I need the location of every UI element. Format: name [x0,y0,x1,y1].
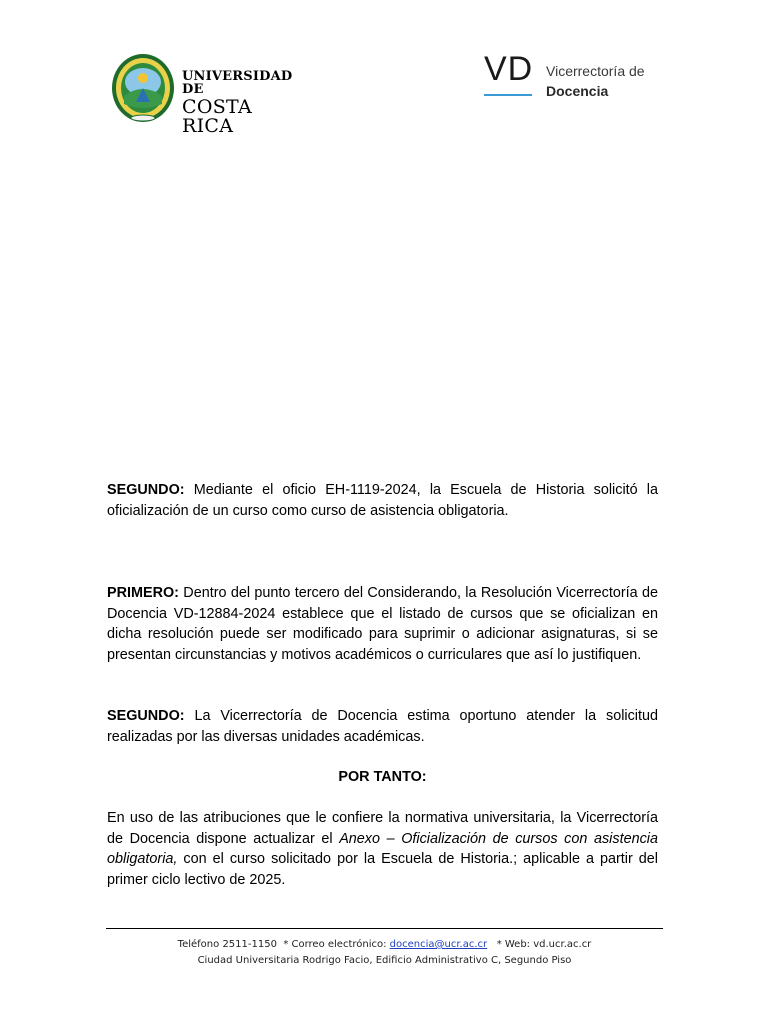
paragraph-text: La Vicerrectoría de Docencia estima oportuno atender la solicitud realizadas por las diversas unidades académicas. [107,708,658,745]
footer-phone: Teléfono 2511-1150 [177,939,277,950]
footer-contact-line [106,937,663,953]
footer-divider [106,928,663,929]
vd-name-line2: Docencia [546,83,609,99]
paragraph-lead: SEGUNDO: [107,482,185,498]
university-name-line1: UNIVERSIDAD DE [182,69,293,97]
paragraph-segundo-2 [107,706,658,747]
annex-title: Anexo – Oficialización de cursos con asistencia obligatoria, [107,830,658,867]
vd-name-line1: Vicerrectoría de [546,63,645,79]
footer-web: * Web: vd.ucr.ac.cr [496,939,592,950]
university-seal-icon [110,52,176,124]
paragraph-text: con el curso solicitado por la Escuela de Historia.; aplicable a partir del primer ciclo lectivo de 2025. [107,851,658,888]
vd-mark: VD [484,50,534,88]
footer-address: Ciudad Universitaria Rodrigo Facio, Edificio Administrativo C, Segundo Piso [197,955,572,966]
paragraph-text: En uso de las atribuciones que le confiere la normativa universitaria, la Vicerrectoría de Docencia dispone actualizar el [107,810,658,847]
ucr-logo [110,52,300,137]
paragraph-text: Mediante el oficio EH-1119-2024, la Escuela de Historia solicitó la oficialización de un curso como curso de asistencia obligatoria. [107,482,658,519]
vd-logo [484,52,684,100]
paragraph-text: Dentro del punto tercero del Considerando, la Resolución Vicerrectoría de Docencia VD-12884-2024 establece que el listado de cursos que se oficializan en dicha resolución puede ser modificado para suprimir o adicionar asignaturas, si se presentan circunstancias y motivos académicos o curriculares que así lo justifiquen. [107,585,658,663]
paragraph-resolution [107,808,658,890]
vd-underline [484,94,532,96]
footer [106,937,663,969]
paragraph-lead: SEGUNDO: [107,708,185,724]
footer-email-link[interactable]: docencia@ucr.ac.cr [389,939,488,950]
section-heading-por-tanto: POR TANTO: [338,769,427,785]
paragraph-lead: PRIMERO: [107,585,179,601]
paragraph-segundo-1 [107,480,658,521]
university-name-line2: COSTA RICA [182,96,252,137]
paragraph-primero [107,583,658,665]
footer-email-label: * Correo electrónico: [283,939,387,950]
